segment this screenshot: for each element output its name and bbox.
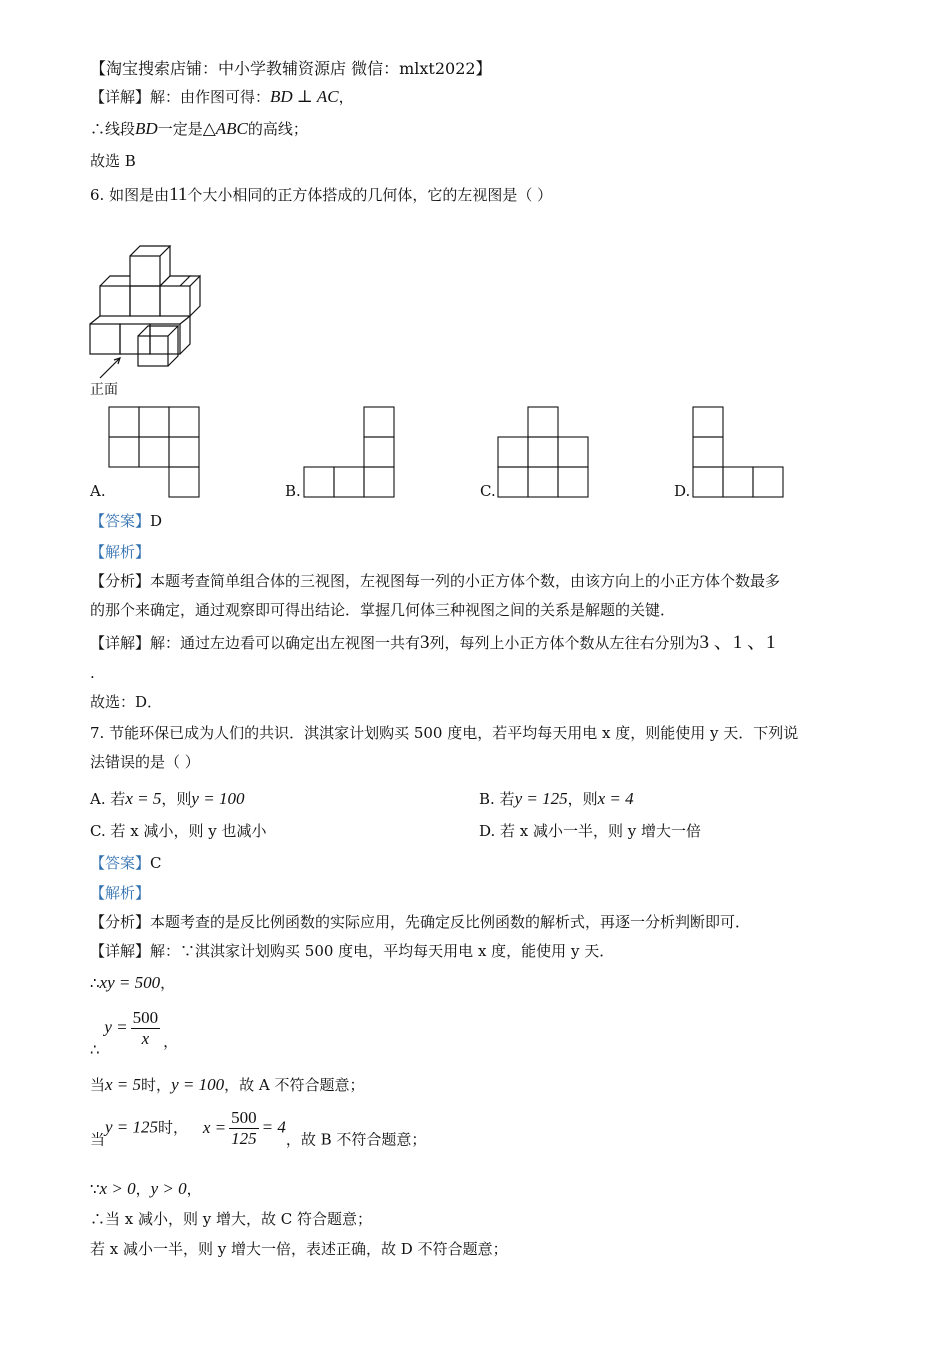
q7-detail-text: 解：∵淇淇家计划购买 500 度电，平均每天用电 x 度，能使用 y 天．	[150, 942, 615, 960]
q7-case-b	[90, 1108, 426, 1150]
q6-option-d-label: D.	[674, 482, 691, 500]
q6-option-b-grid	[303, 406, 397, 498]
q6-analysis-2: 的那个来确定，通过观察即可得出结论．掌握几何体三种视图之间的关系是解题的关键．	[90, 601, 676, 619]
q6-option-a-grid	[108, 406, 202, 498]
q7-detail-tag: 【详解】	[90, 942, 151, 960]
q7-step-y-denominator: x	[141, 1029, 150, 1048]
q6-analysis-1	[90, 570, 780, 592]
q7-case-c: ∴当 x 减小，则 y 增大，故 C 符合题意；	[90, 1210, 373, 1228]
q7-case-b-lhs: x =	[202, 1117, 227, 1137]
q7-case-a-prefix: 当	[90, 1076, 106, 1094]
q7-case-b-end: ，故 B 不符合题意；	[285, 1130, 427, 1149]
q6-option-c-grid	[497, 406, 591, 498]
header-banner: 【淘宝搜索店铺：中小学教辅资源店 微信：mlxt2022】	[90, 59, 492, 78]
q7-case-b-prefix: 当	[90, 1130, 106, 1149]
q7-option-b	[479, 788, 634, 810]
q6-stem	[90, 184, 552, 206]
q7-option-a-mid: ，则	[161, 790, 192, 808]
q7-case-d: 若 x 减小一半，则 y 增大一倍，表述正确，故 D 不符合题意；	[90, 1240, 508, 1258]
q7-answer	[90, 852, 162, 874]
q6-analysis-tag: 【解析】	[90, 543, 151, 561]
q6-stem-suffix: 个大小相同的正方体搭成的几何体，它的左视图是（ ）	[187, 186, 553, 204]
q6-detail-mid: 列，每列上小正方体个数从左往右分别为	[429, 634, 700, 652]
q7-step-y-suffix: ，	[163, 1032, 179, 1051]
q7-stem-2: 法错误的是（ ）	[90, 753, 200, 771]
q5-therefore-prefix: ∴线段	[90, 120, 136, 138]
q7-answer-tag: 【答案】	[90, 854, 151, 872]
q6-stem-prefix: 6. 如图是由	[90, 186, 170, 204]
q5-therefore-suffix: 的高线；	[247, 120, 308, 138]
q7-answer-value: C	[150, 854, 162, 872]
q7-analysis-1-text: 本题考查的是反比例函数的实际应用，先确定反比例函数的解析式，再逐一分析判断即可．	[150, 913, 751, 931]
q6-answer-tag: 【答案】	[90, 512, 151, 530]
q7-case-b-numerator: 500	[231, 1108, 257, 1127]
q6-detail-tag: 【详解】	[90, 634, 151, 652]
q6-option-b-label: B.	[285, 482, 301, 500]
q7-option-c: C. 若 x 减小，则 y 也减小	[90, 822, 267, 840]
q7-case-a-mid: 时，	[141, 1076, 172, 1094]
q6-option-c-label: C.	[480, 482, 496, 500]
q7-option-a-math2: y = 100	[191, 789, 245, 808]
q6-detail	[90, 632, 776, 654]
q7-since-prefix: ∵	[90, 1180, 100, 1198]
q5-detail-prefix: 【详解】解：由作图可得：	[90, 88, 271, 106]
q7-step-xy-suffix: ，	[160, 974, 176, 992]
q7-option-b-prefix: B. 若	[479, 790, 515, 808]
q6-option-a-label: A.	[90, 482, 106, 500]
q6-detail-prefix: 解：通过左边看可以确定出左视图一共有	[150, 634, 421, 652]
q7-case-b-rhs: = 4	[261, 1117, 286, 1137]
q7-stem-1: 7. 节能环保已成为人们的共识．淇淇家计划购买 500 度电，若平均每天用电 x 度，则能使用 y 天．下列说	[90, 724, 799, 742]
q7-option-a-prefix: A. 若	[90, 790, 126, 808]
q7-case-a-math1: x = 5	[105, 1075, 142, 1094]
q6-analysis-1-tag: 【分析】	[90, 572, 151, 590]
q7-option-b-mid: ，则	[567, 790, 598, 808]
q5-therefore-math1: BD	[135, 119, 158, 138]
q7-case-b-fraction	[229, 1108, 259, 1149]
q7-since-end: ，	[186, 1180, 202, 1198]
q6-answer-value: D	[150, 512, 163, 530]
q7-analysis-1-tag: 【分析】	[90, 913, 151, 931]
q6-detail-num: 3	[420, 632, 430, 653]
q7-since-mid: ，	[135, 1180, 151, 1198]
q7-step-y-numerator: 500	[132, 1008, 159, 1027]
q7-step-y-lhs: y =	[104, 1017, 128, 1037]
q5-therefore-mid: 一定是	[157, 120, 203, 138]
q5-choose: 故选 B	[90, 152, 136, 170]
q7-case-b-mid: 时，	[158, 1118, 189, 1137]
q6-stem-num: 11	[169, 184, 188, 205]
q5-detail	[90, 86, 354, 108]
q7-option-d: D. 若 x 减小一半，则 y 增大一倍	[479, 822, 702, 840]
q7-step-xy	[90, 972, 175, 994]
q7-step-xy-prefix: ∴	[90, 974, 100, 992]
q5-therefore	[90, 118, 308, 140]
q7-case-b-denominator: 125	[231, 1129, 257, 1148]
q7-option-a-math1: x = 5	[125, 789, 162, 808]
q7-step-y-prefix: ∴	[90, 1040, 100, 1059]
q5-detail-math: BD ⊥ AC	[270, 87, 339, 106]
q6-option-d-grid	[692, 406, 786, 498]
q7-case-b-math1: y = 125	[105, 1117, 159, 1137]
q6-cube-figure	[86, 240, 216, 400]
q7-case-a-math2: y = 100	[171, 1075, 225, 1094]
q6-answer	[90, 510, 162, 532]
q7-step-y-fraction	[131, 1008, 161, 1049]
q7-analysis-tag: 【解析】	[90, 884, 151, 902]
q6-front-label: 正面	[90, 382, 118, 398]
q7-step-y	[90, 1008, 178, 1059]
q7-since-math2: y > 0	[150, 1179, 187, 1198]
q7-analysis-1	[90, 911, 750, 933]
q5-therefore-math2: △ABC	[202, 119, 248, 138]
q6-detail-vals: 3 、1 、1	[699, 632, 776, 653]
q7-option-b-math2: x = 4	[597, 789, 634, 808]
q7-detail-1	[90, 940, 614, 962]
q7-since-math1: x > 0	[99, 1179, 136, 1198]
q7-case-a	[90, 1074, 364, 1096]
q5-detail-suffix: ，	[338, 88, 354, 106]
q7-since	[90, 1178, 202, 1200]
q6-choose: 故选：D．	[90, 693, 163, 711]
q7-option-b-math1: y = 125	[514, 789, 568, 808]
q7-step-xy-math: xy = 500	[99, 973, 161, 992]
q7-option-a	[90, 788, 244, 810]
q7-case-a-end: ，故 A 不符合题意；	[224, 1076, 365, 1094]
q6-analysis-1-text: 本题考查简单组合体的三视图，左视图每一列的小正方体个数，由该方向上的小正方体个数最多	[150, 572, 781, 590]
q6-detail-end: .	[90, 664, 95, 682]
